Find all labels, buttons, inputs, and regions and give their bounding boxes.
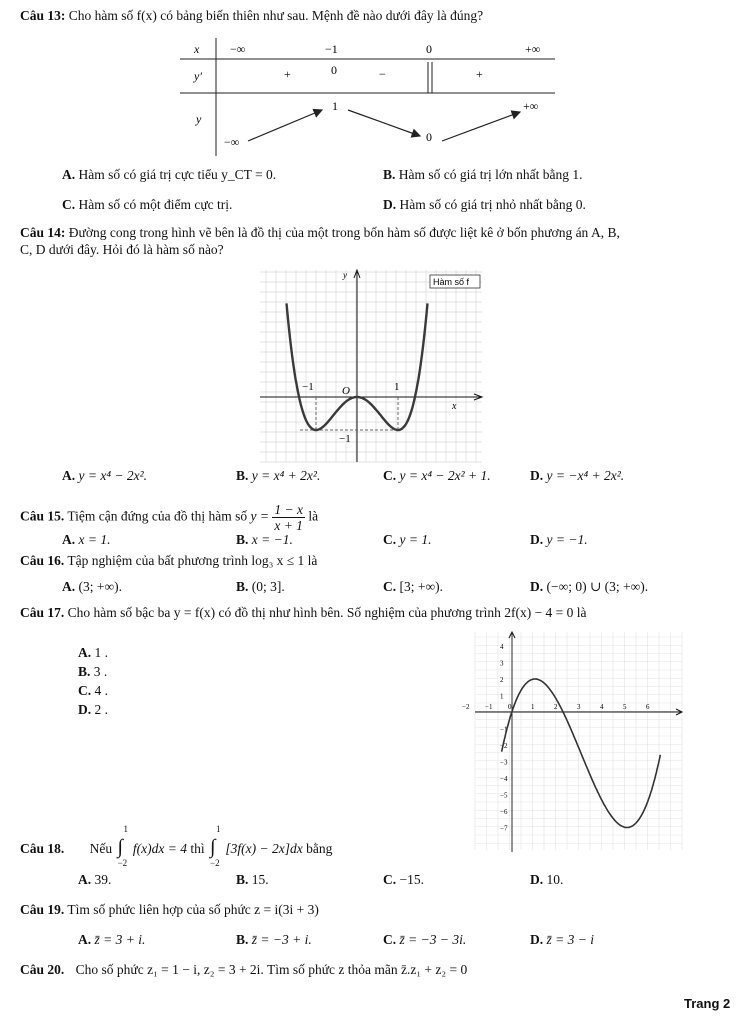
q18-c-text: −15. (399, 872, 424, 887)
q13-y-minf: −∞ (224, 135, 240, 149)
q15-text: Tiệm cận đứng của đồ thị hàm số (67, 508, 248, 524)
q19-d-text: z̄ = 3 − i (546, 932, 594, 947)
q13-x1: −1 (325, 42, 338, 56)
q19-option-c[interactable]: C. z̄ = −3 − 3i. (383, 932, 467, 947)
q18-option-d[interactable]: D. 10. (530, 872, 564, 887)
q16-option-a[interactable]: A. (3; +∞). (62, 579, 122, 594)
q19-option-d[interactable]: D. z̄ = 3 − i (530, 932, 594, 947)
q13-a-text: Hàm số có giá trị cực tiểu y_CT = 0. (78, 167, 277, 182)
q13-label: Câu 13: (20, 8, 66, 23)
q15-option-d[interactable]: D. y = −1. (530, 532, 588, 547)
q18-stem (20, 824, 333, 868)
q15-frac-den: x + 1 (274, 518, 303, 533)
q15-option-b[interactable]: B. x = −1. (236, 532, 293, 547)
q14-my1: −1 (339, 433, 351, 445)
q17-xtick: −1 (485, 703, 493, 711)
q13-s3: + (476, 67, 483, 81)
q18-option-b[interactable]: B. 15. (236, 872, 269, 887)
q17-ytick: −4 (500, 775, 508, 783)
q15-post: là (308, 508, 319, 524)
q16-option-b[interactable]: B. (0; 3]. (236, 579, 285, 594)
q14-a-text: y = x⁴ − 2x². (78, 468, 148, 483)
q17-xtick: 2 (554, 703, 558, 711)
q15-a-text: x = 1. (78, 532, 111, 547)
q17-ytick: 2 (500, 676, 504, 684)
q14-option-d[interactable]: D. y = −x⁴ + 2x². (530, 468, 625, 483)
q17-ytick: −1 (500, 725, 508, 734)
q18-pre: Nếu (89, 841, 113, 856)
q15-frac-num: 1 − x (274, 502, 303, 517)
q16-d-text: (−∞; 0) ∪ (3; +∞). (546, 579, 649, 594)
q18-mid: thì (190, 841, 205, 856)
q14-stem-1 (20, 225, 620, 241)
q15-option-a[interactable]: A. x = 1. (62, 532, 111, 547)
q17-xtick: 1 (531, 703, 535, 711)
q17-ytick: −6 (500, 808, 508, 816)
q13-y-pinf: +∞ (523, 99, 539, 113)
q17-ytick: −7 (500, 824, 508, 833)
q14-label: Câu 14: (20, 225, 66, 240)
q17-xtick: 6 (646, 703, 650, 711)
q16-label: Câu 16. (20, 553, 65, 568)
q18-a-text: 39. (94, 872, 112, 887)
q18-integral-sign-2: ∫ 1 −2 (210, 824, 221, 868)
q13-s0: + (284, 67, 291, 81)
q13-c-text: Hàm số có một điểm cực trị. (78, 197, 233, 212)
q18-integral-sign-1: ∫ 1 −2 (117, 824, 129, 868)
q15-c-text: y = 1. (399, 532, 432, 547)
q14-b-text: y = x⁴ + 2x². (251, 468, 321, 483)
q17-d-text: 2 . (94, 702, 108, 717)
q18-d-text: 10. (546, 872, 564, 887)
q18-int1: f(x)dx = 4 (132, 841, 187, 856)
q14-m1: −1 (302, 381, 314, 393)
q18-option-a[interactable]: A. 39. (78, 872, 112, 887)
q14-graph (260, 266, 484, 462)
q13-s2: − (379, 67, 386, 81)
q18-lim-low-1: −2 (117, 858, 128, 868)
q13-d-text: Hàm số có giá trị nhỏ nhất bằng 0. (399, 197, 586, 212)
q18-lim-up-2: 1 (216, 824, 221, 834)
q17-xtick: 5 (623, 703, 627, 711)
q13-row-x: x (194, 42, 200, 56)
q17-label: Câu 17. (20, 605, 65, 620)
q18-option-c[interactable]: C. −15. (383, 872, 424, 887)
q17-xtick: 3 (577, 703, 581, 711)
q17-ytick: 4 (500, 643, 504, 651)
q17-ytick: 3 (500, 659, 504, 668)
q17-graph (462, 628, 686, 852)
q13-stem (20, 8, 483, 24)
q17-c-text: 4 . (94, 683, 108, 698)
q13-x0: −∞ (230, 42, 246, 56)
q16-text: Tập nghiệm của bất phương trình log₃ x ≤ 1 là (67, 553, 318, 568)
q19-option-a[interactable]: A. z̄ = 3 + i. (78, 932, 146, 947)
q13-y-max: 1 (332, 99, 338, 113)
q13-text: Cho hàm số f(x) có bảng biến thiên như sau. Mệnh đề nào dưới đây là đúng? (68, 8, 484, 23)
q15-fraction (272, 502, 305, 533)
q17-ytick: 1 (500, 692, 504, 701)
q17-xtick: 0 (508, 703, 512, 711)
q19-a-text: z̄ = 3 + i. (94, 932, 146, 947)
q14-option-b[interactable]: B. y = x⁴ + 2x². (236, 468, 321, 483)
q19-stem (20, 902, 319, 918)
q13-y-min: 0 (426, 130, 432, 144)
q14-xlab: x (452, 401, 457, 412)
q13-s1: 0 (331, 63, 337, 77)
q17-ytick: −5 (500, 791, 508, 800)
q17-option-b[interactable]: B. 3 . (78, 664, 108, 679)
q14-text-2: C, D dưới đây. Hỏi đó là hàm số nào? (20, 242, 224, 257)
q16-a-text: (3; +∞). (78, 579, 122, 594)
q13-option-d[interactable]: D. Hàm số có giá trị nhỏ nhất bằng 0. (383, 197, 586, 212)
q17-xtick: −2 (462, 703, 470, 711)
q15-label: Câu 15. (20, 508, 65, 524)
q15-d-text: y = −1. (546, 532, 588, 547)
q19-text: Tìm số phức liên hợp của số phức z = i(3i + 3) (67, 902, 319, 917)
q17-ytick: −3 (500, 758, 508, 767)
q15-option-c[interactable]: C. y = 1. (383, 532, 432, 547)
q13-row-y: y (196, 112, 202, 126)
q14-ylab: y (343, 270, 347, 280)
q18-int2: [3f(x) − 2x]dx (225, 841, 303, 856)
q13-arrow-up-2 (442, 112, 520, 141)
q16-stem (20, 553, 317, 569)
q19-b-text: z̄ = −3 + i. (251, 932, 312, 947)
q17-stem (20, 605, 587, 621)
q17-xtick: 4 (600, 703, 604, 711)
q20-text: Cho số phức z₁ = 1 − i, z₂ = 3 + 2i. Tìm số phức z thỏa mãn z̄.z₁ + z₂ = 0 (75, 962, 468, 977)
q14-stem-2 (20, 242, 224, 258)
q14-option-c[interactable]: C. y = x⁴ − 2x² + 1. (383, 468, 491, 483)
q17-option-c[interactable]: C. 4 . (78, 683, 108, 698)
q13-b-text: Hàm số có giá trị lớn nhất bằng 1. (398, 167, 583, 182)
q18-lim-up-1: 1 (123, 824, 129, 834)
q15-stem: Câu 15. Tiệm cận đứng của đồ thị hàm số y = $\frac{1 - x}{x + 1}$ là (20, 502, 319, 533)
q15-b-text: x = −1. (251, 532, 293, 547)
q14-p1: 1 (394, 381, 400, 393)
q17-option-a[interactable]: A. 1 . (78, 645, 108, 660)
q14-text-1: Đường cong trong hình vẽ bên là đồ thị của một trong bốn hàm số được liệt kê ở bốn phương án A, B, (68, 225, 620, 240)
q17-option-d[interactable]: D. 2 . (78, 702, 108, 717)
q16-option-c[interactable]: C. [3; +∞). (383, 579, 443, 594)
q13-option-c[interactable]: C. Hàm số có một điểm cực trị. (62, 197, 233, 212)
q14-origin: O (342, 385, 350, 397)
q19-label: Câu 19. (20, 902, 65, 917)
q18-post: bằng (306, 841, 333, 856)
q17-ytick: −2 (500, 742, 508, 750)
q20-stem (20, 962, 467, 978)
q20-label: Câu 20. (20, 962, 65, 977)
q14-option-a[interactable]: A. y = x⁴ − 2x². (62, 468, 148, 483)
q17-a-text: 1 . (94, 645, 108, 660)
q13-option-a[interactable]: A. Hàm số có giá trị cực tiểu y_CT = 0. (62, 167, 277, 182)
q18-lim-low-2: −2 (210, 858, 220, 868)
q13-arrow-up-1 (248, 110, 322, 141)
q16-option-d[interactable]: D. (−∞; 0) ∪ (3; +∞). (530, 579, 649, 594)
q13-row-yp: y′ (194, 69, 202, 83)
q14-legend: Hàm số f (433, 277, 470, 287)
q14-c-text: y = x⁴ − 2x² + 1. (399, 468, 491, 483)
q19-option-b[interactable]: B. z̄ = −3 + i. (236, 932, 312, 947)
q17-text: Cho hàm số bậc ba y = f(x) có đồ thị như hình bên. Số nghiệm của phương trình 2f(x) − 4 = 0 là (67, 605, 587, 620)
q17-curve (502, 679, 661, 828)
q16-b-text: (0; 3]. (251, 579, 285, 594)
q14-d-text: y = −x⁴ + 2x². (546, 468, 625, 483)
q18-b-text: 15. (251, 872, 269, 887)
q13-arrow-down (348, 110, 420, 136)
q13-variation-table (180, 38, 560, 158)
q18-label: Câu 18. (20, 841, 65, 856)
page-number: Trang 2 (684, 996, 731, 1011)
q13-option-b[interactable]: B. Hàm số có giá trị lớn nhất bằng 1. (383, 167, 583, 182)
q16-c-text: [3; +∞). (399, 579, 443, 594)
q13-x3: +∞ (525, 42, 541, 56)
q17-b-text: 3 . (93, 664, 108, 679)
q13-x2: 0 (426, 42, 432, 56)
q19-c-text: z̄ = −3 − 3i. (399, 932, 467, 947)
